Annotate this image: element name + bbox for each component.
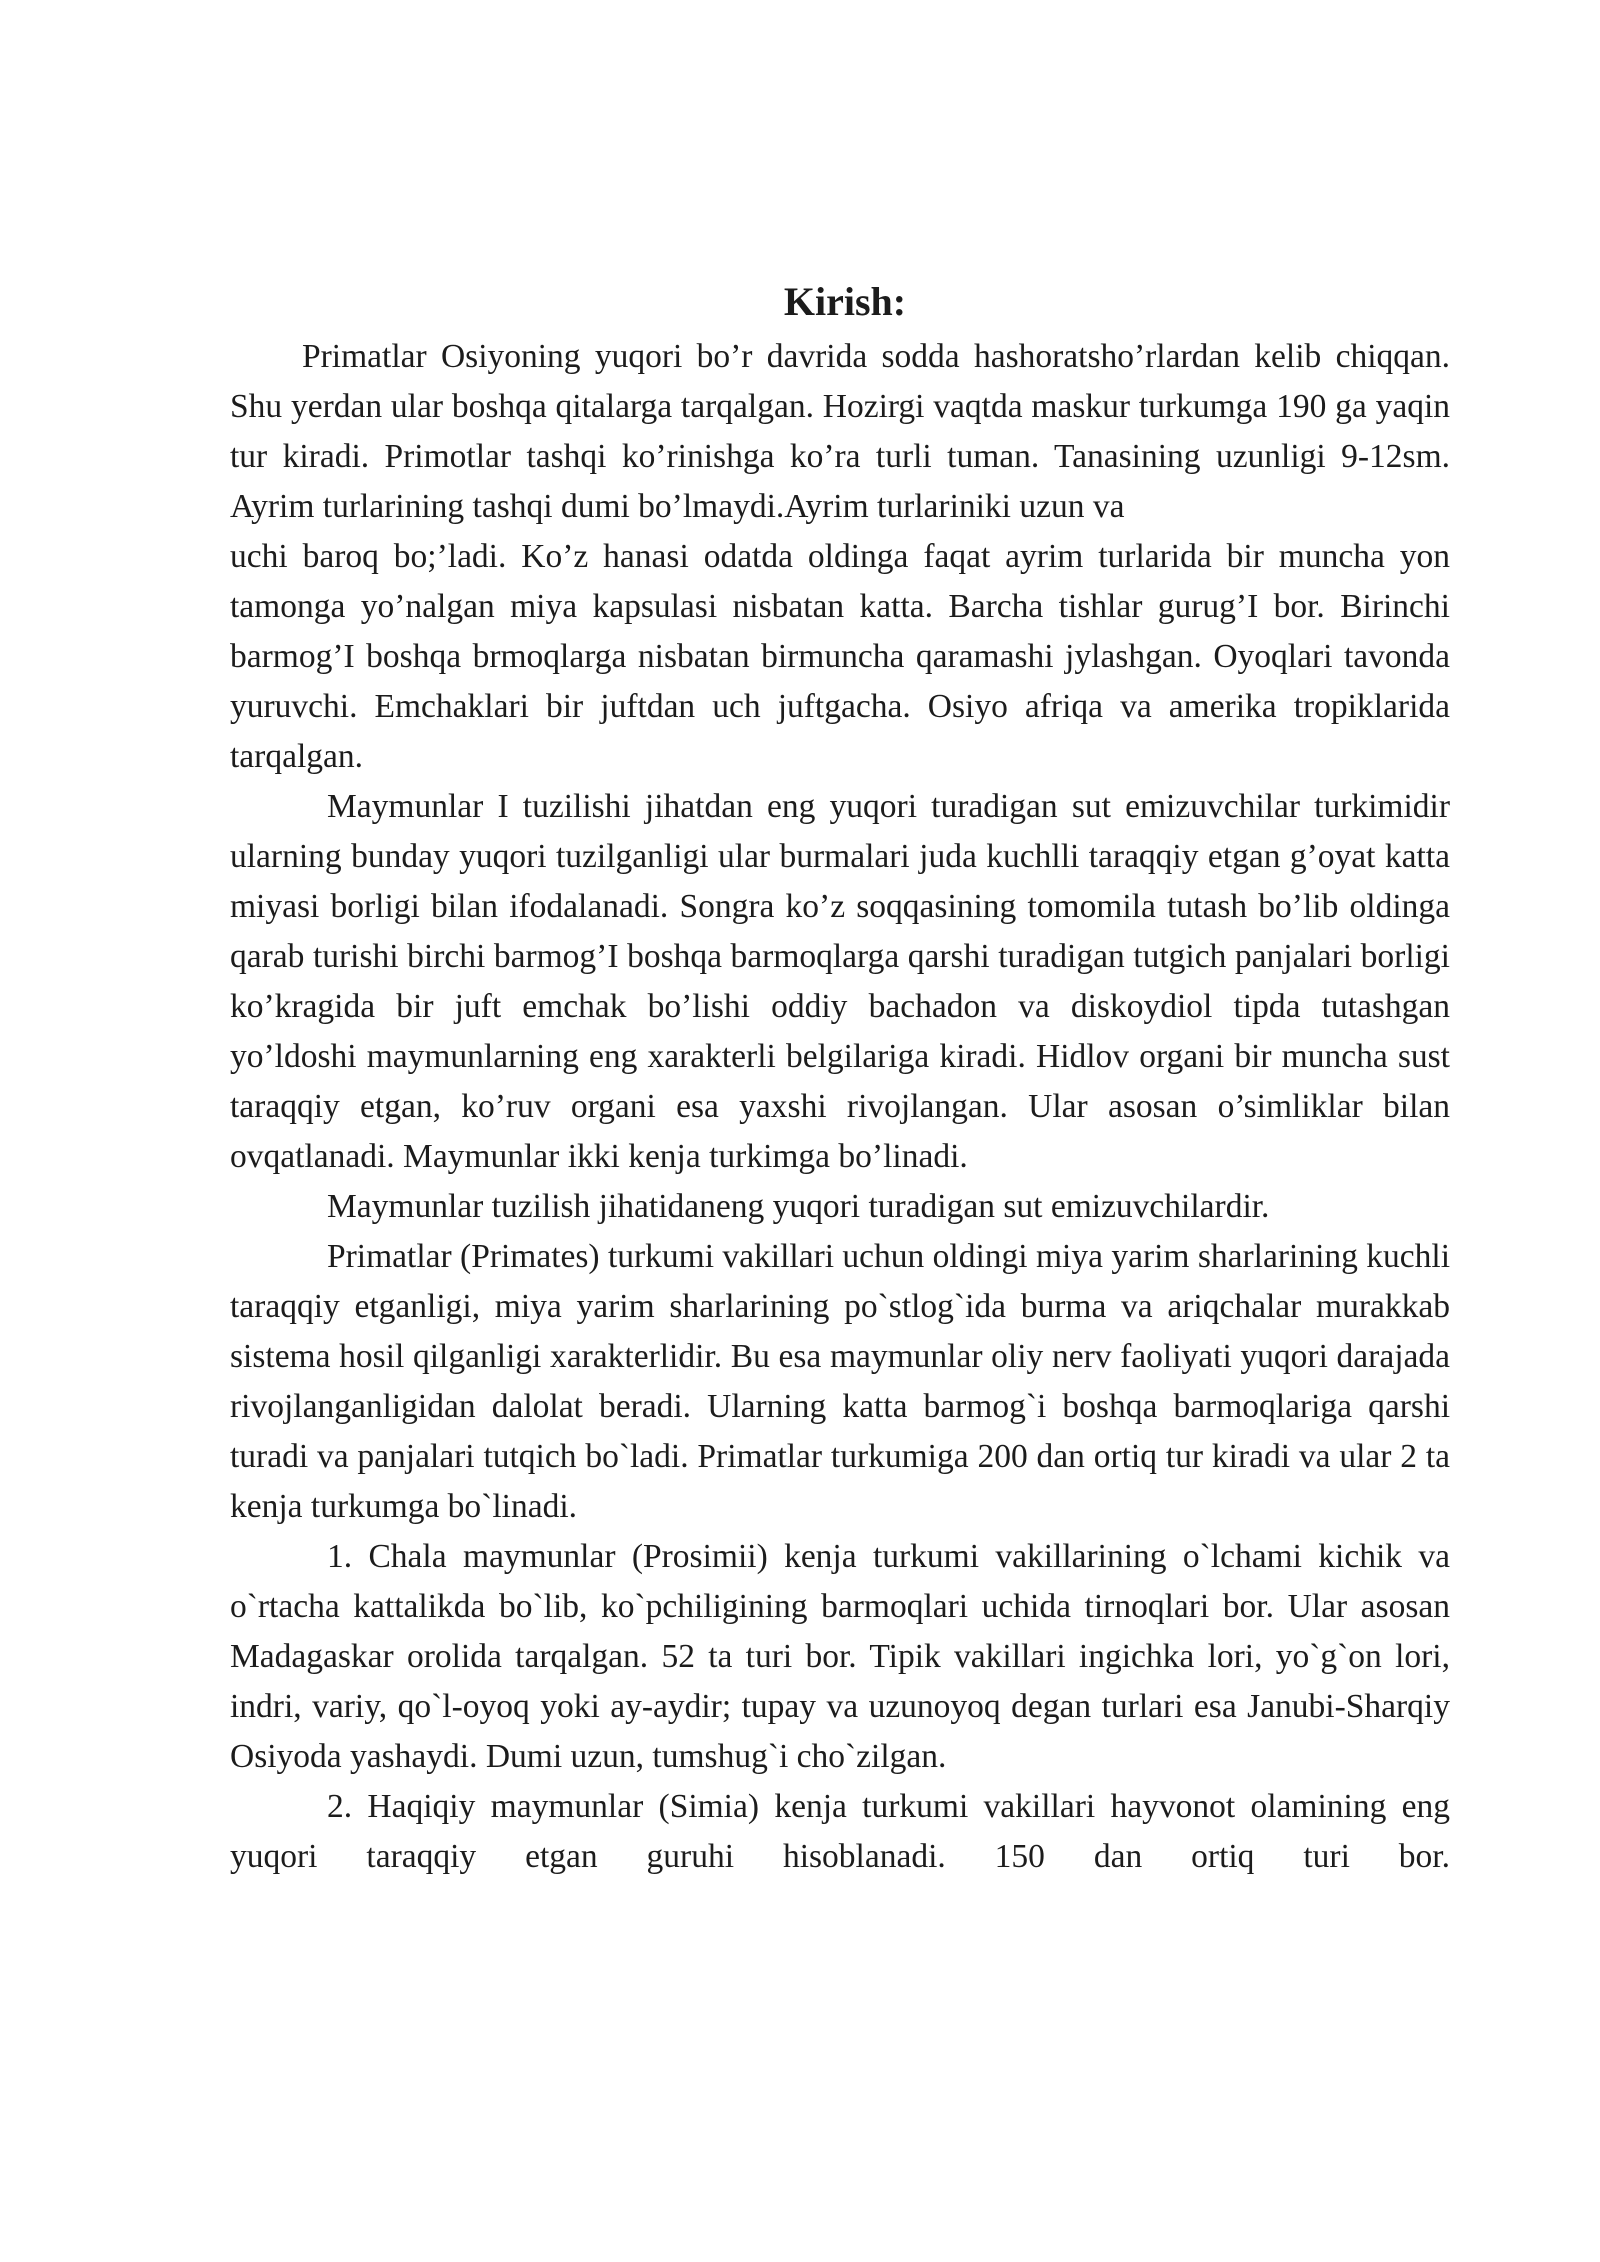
paragraph-6: 1. Chala maymunlar (Prosimii) kenja turkumi vakillarining o`lchami kichik va o`rtacha kattalikda bo`lib, ko`pchiligining barmoqlari uchida tirnoqlari bor. Ular asosan Madagaskar orolida tarqalgan. 52 ta turi bor. Tipik vakillari ingichka lori, yo`g`on lori, indri, variy, qo`l-oyoq yoki ay-aydir; tupay va uzunoyoq degan turlari esa Janubi-Sharqiy Osiyoda yashaydi. Dumi uzun, tumshug`i cho`zilgan.: [230, 1538, 1450, 1775]
document-page: [230, 272, 1450, 1882]
paragraph-2: uchi baroq bo;’ladi. Ko’z hanasi odatda oldinga faqat ayrim turlarida bir muncha yon tamonga yo’nalgan miya kapsulasi nisbatan katta. Barcha tishlar gurug’I bor. Birinchi barmog’I boshqa brmoqlarga nisbatan birmuncha qaramashi jylashgan. Oyoqlari tavonda yuruvchi. Emchaklari bir juftdan uch juftgacha. Osiyo afriqa va amerika tropiklarida tarqalgan.: [230, 538, 1450, 775]
paragraph-4: Maymunlar tuzilish jihatidaneng yuqori turadigan sut emizuvchilardir.: [327, 1188, 1270, 1225]
page-title: Kirish:: [783, 279, 907, 324]
paragraph-3: Maymunlar I tuzilishi jihatdan eng yuqori turadigan sut emizuvchilar turkimidir ularning bunday yuqori tuzilganligi ular burmalari juda kuchlli taraqqiy etgan g’oyat katta miyasi borligi bilan ifodalanadi. Songra ko’z soqqasining tomomila tutash bo’lib oldinga qarab turishi birchi barmog’I boshqa barmoqlarga qarshi turadigan tutgich panjalari borligi ko’kragida bir juft emchak bo’lishi oddiy bachadon va diskoydiol tipda tutashgan yo’ldoshi maymunlarning eng xarakterli belgilariga kiradi. Hidlov organi bir muncha sust taraqqiy etgan, ko’ruv organi esa yaxshi rivojlangan. Ular asosan o’simliklar bilan ovqatlanadi. Maymunlar ikki kenja turkimga bo’linadi.: [230, 788, 1450, 1175]
paragraph-7: 2. Haqiqiy maymunlar (Simia) kenja turkumi vakillari hayvonot olamining eng yuqori taraqqiy etgan guruhi hisoblanadi. 150 dan ortiq turi bor.: [230, 1788, 1450, 1875]
paragraph-5: Primatlar (Primates) turkumi vakillari uchun oldingi miya yarim sharlarining kuchli taraqqiy etganligi, miya yarim sharlarining po`stlog`ida burma va ariqchalar murakkab sistema hosil qilganligi xarakterlidir. Bu esa maymunlar oliy nerv faoliyati yuqori darajada rivojlanganligidan dalolat beradi. Ularning katta barmog`i boshqa barmoqlariga qarshi turadi va panjalari tutqich bo`ladi. Primatlar turkumiga 200 dan ortiq tur kiradi va ular 2 ta kenja turkumga bo`linadi.: [230, 1238, 1450, 1525]
paragraph-1: Primatlar Osiyoning yuqori bo’r davrida sodda hashoratsho’rlardan kelib chiqqan. Shu yerdan ular boshqa qitalarga tarqalgan. Hozirgi vaqtda maskur turkumga 190 ga yaqin tur kiradi. Primotlar tashqi ko’rinishga ko’ra turli tuman. Tanasining uzunligi 9-12sm. Ayrim turlarining tashqi dumi bo’lmaydi.Ayrim turlariniki uzun va: [230, 338, 1450, 525]
